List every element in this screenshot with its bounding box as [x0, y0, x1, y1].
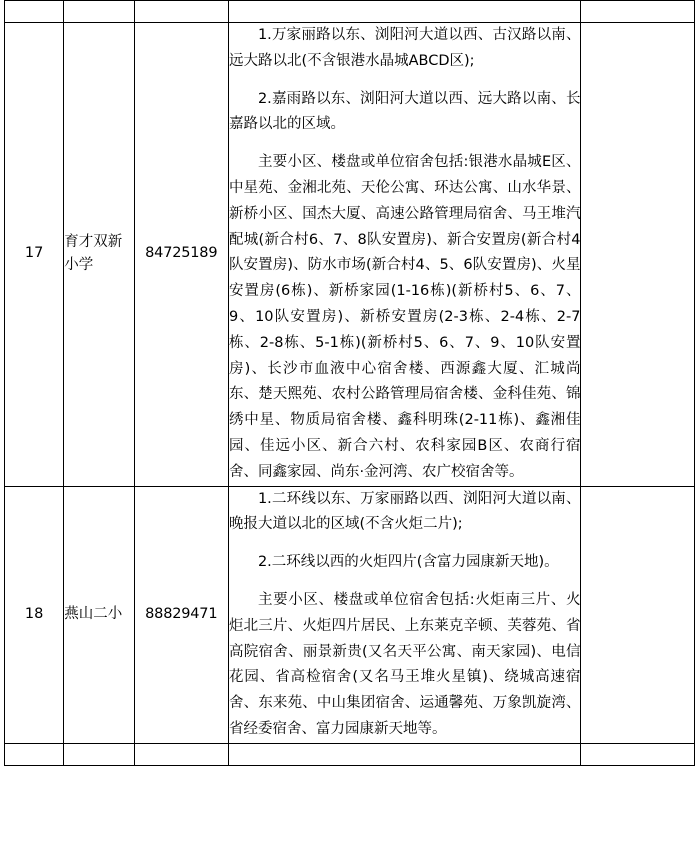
cell-index-partial — [5, 743, 64, 765]
scope-paragraph-1: 1.万家丽路以东、浏阳河大道以西、古汉路以南、远大路以北(不含银港水晶城ABCD区); — [228, 27, 581, 69]
scope-paragraph-1: 1.二环线以东、万家丽路以西、浏阳河大道以南、晚报大道以北的区域(不含火炬二片); — [228, 490, 581, 533]
table-row-bottom-partial — [5, 743, 695, 765]
cell-index: 18 — [5, 486, 64, 743]
table-row-top-partial — [5, 1, 695, 23]
cell-name-partial — [64, 1, 134, 23]
cell-enrollment-scope — [228, 23, 581, 487]
cell-scope-partial — [228, 743, 581, 765]
cell-school-name: 育才双新小学 — [64, 23, 134, 487]
table-body — [5, 1, 695, 766]
cell-phone-partial — [134, 743, 228, 765]
cell-scope-partial — [228, 1, 581, 23]
table-row — [5, 23, 695, 487]
scope-paragraph-2: 2.二环线以西的火炬四片(含富力园康新天地)。 — [257, 554, 559, 571]
cell-school-name: 燕山二小 — [64, 486, 134, 743]
cell-extra — [581, 23, 695, 487]
cell-extra — [581, 486, 695, 743]
scope-paragraph-3: 主要小区、楼盘或单位宿舍包括:银港水晶城E区、中星苑、金湘北苑、天伦公寓、环达公寓、山水华景、新桥小区、国杰大厦、高速公路管理局宿舍、马王堆汽配城(新合村6、7、8队安置房)、新合安置房(新合村4队安置房)、防水市场(新合村4、5、6队安置房)、火星安置房(6栋)、新桥家园(1-16栋)(新桥村5、6、7、9、10队安置房)、新桥安置房(2-3栋、2-4栋、2-7栋、2-8栋、5-1栋)(新桥村5、6、7、9、10队安置房)、长沙市血液中心宿舍楼、西源鑫大厦、汇城尚东、楚天熙苑、农村公路管理局宿舍楼、金科佳苑、锦绣中星、物质局宿舍楼、鑫科明珠(2-11栋)、鑫湘佳园、佳远小区、新合六村、农科家园B区、农商行宿舍、同鑫家园、尚东·金河湾、农广校宿舍等。 — [228, 154, 581, 480]
cell-index-partial — [5, 1, 64, 23]
school-enrollment-table — [4, 0, 695, 766]
scope-paragraph-3: 主要小区、楼盘或单位宿舍包括:火炬南三片、火炬北三片、火炬四片居民、上东莱克辛顿、芙蓉苑、省高院宿舍、丽景新贵(又名天平公寓、南天家园)、电信花园、省高检宿舍(又名马王堆火星镇)、绕城高速宿舍、东来苑、中山集团宿舍、运通馨苑、万象凯旋湾、省经委宿舍、富力园康新天地等。 — [228, 591, 581, 737]
cell-enrollment-scope — [228, 486, 581, 743]
cell-index: 17 — [5, 23, 64, 487]
scope-paragraph-2: 2.嘉雨路以东、浏阳河大道以西、远大路以南、长嘉路以北的区域。 — [228, 90, 581, 133]
cell-extra-partial — [581, 1, 695, 23]
cell-phone: 84725189 — [134, 23, 228, 487]
cell-extra-partial — [581, 743, 695, 765]
cell-phone-partial — [134, 1, 228, 23]
cell-name-partial — [64, 743, 134, 765]
table-row — [5, 486, 695, 743]
cell-phone: 88829471 — [134, 486, 228, 743]
